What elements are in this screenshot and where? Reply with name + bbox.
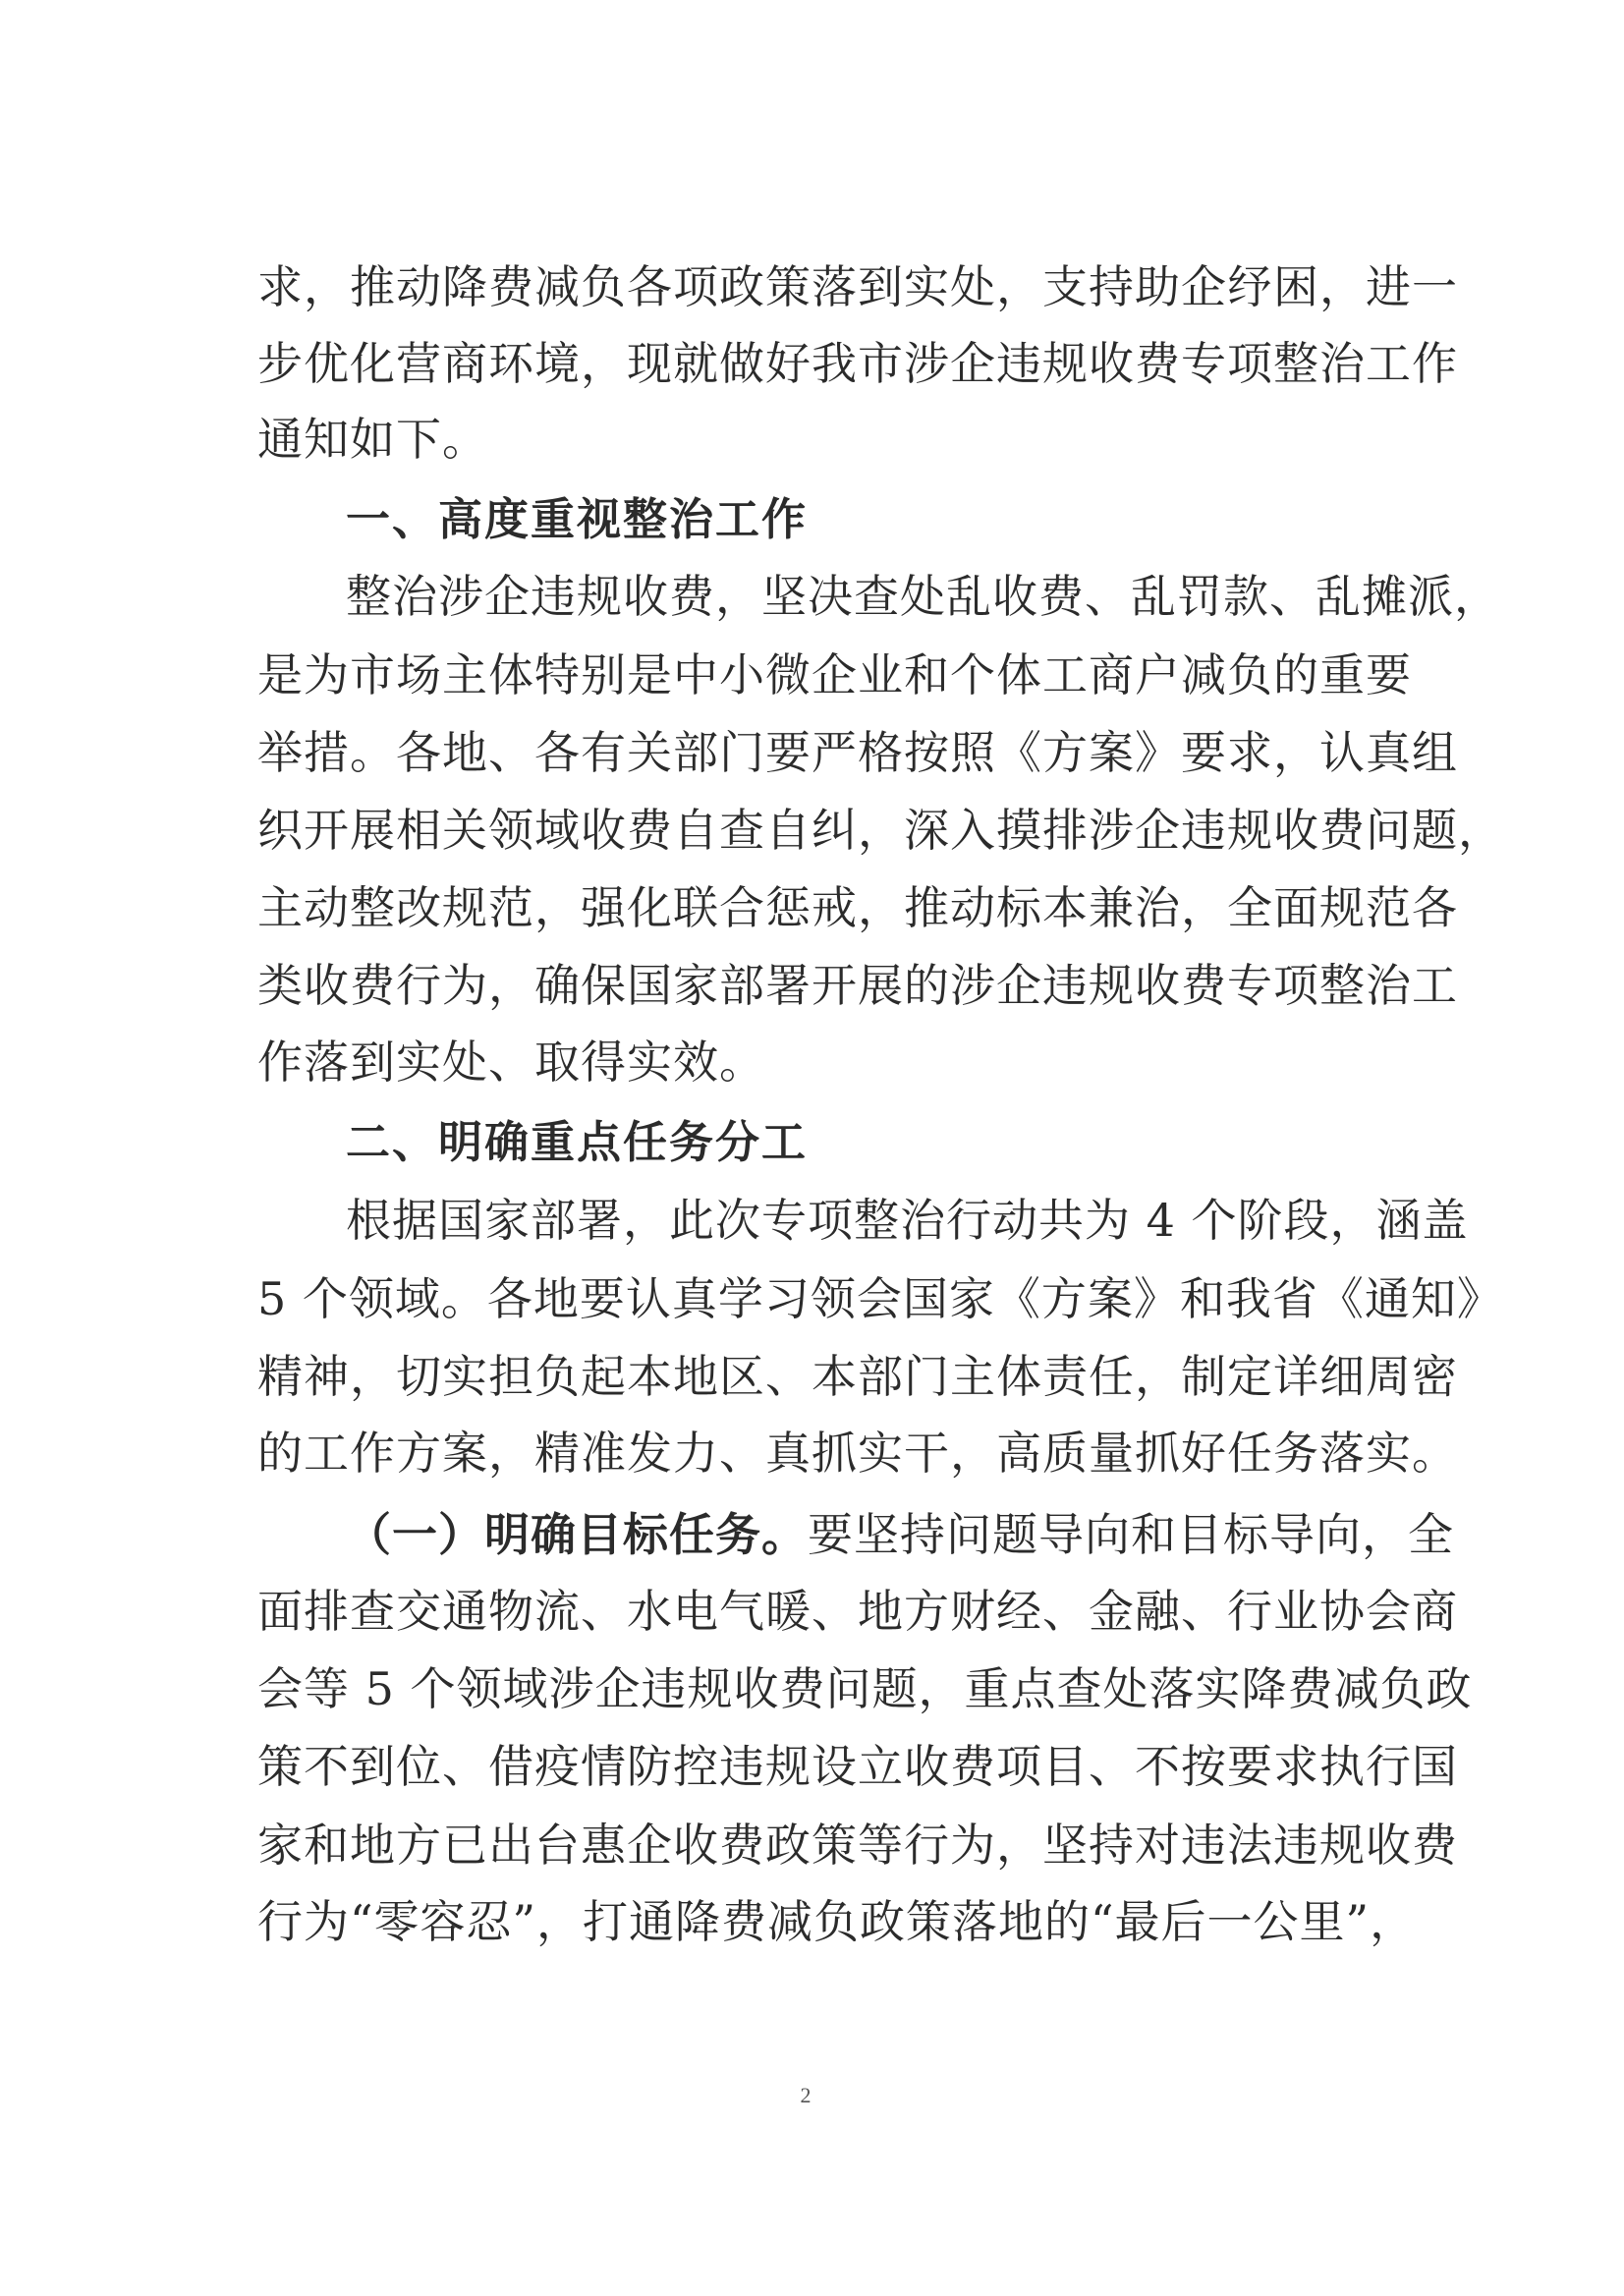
section-heading-2: 二、明确重点任务分工: [346, 1116, 809, 1168]
body-line-5: 整治涉企违规收费，坚决查处乱收费、乱罚款、乱摊派，: [346, 570, 1500, 623]
body-line-16: 的工作方案，精准发力、真抓实干，高质量抓好任务落实。: [257, 1427, 1458, 1480]
subsection-heading: （一）明确目标任务。: [346, 1508, 808, 1561]
subsection-line: [346, 1499, 1454, 1570]
body-line-2: 步优化营商环境，现就做好我市涉企违规收费专项整治工作: [257, 337, 1458, 390]
body-line-7: 举措。各地、各有关部门要严格按照《方案》要求，认真组: [257, 726, 1458, 779]
body-line-13: 根据国家部署，此次专项整治行动共为 4 个阶段，涵盖: [346, 1194, 1469, 1247]
body-line-3: 通知如下。: [257, 413, 488, 466]
page-number: 2: [800, 2083, 812, 2107]
body-line-11: 作落到实处、取得实效。: [257, 1036, 765, 1089]
body-line-6: 是为市场主体特别是中小微企业和个体工商户减负的重要: [257, 648, 1412, 701]
body-line-18: 面排查交通物流、水电气暖、地方财经、金融、行业协会商: [257, 1585, 1458, 1638]
body-line-10: 类收费行为，确保国家部署开展的涉企违规收费专项整治工: [257, 959, 1458, 1012]
section-heading-1: 一、高度重视整治工作: [346, 493, 809, 545]
body-line-1: 求，推动降费减负各项政策落到实处，支持助企纾困，进一: [257, 260, 1458, 313]
body-line-8: 织开展相关领域收费自查自纠，深入摸排涉企违规收费问题，: [257, 804, 1504, 857]
body-line-19: 会等 5 个领域涉企违规收费问题，重点查处落实降费减负政: [257, 1662, 1473, 1715]
body-line-15: 精神，切实担负起本地区、本部门主体责任，制定详细周密: [257, 1350, 1458, 1403]
body-line-9: 主动整改规范，强化联合惩戒，推动标本兼治，全面规范各: [257, 881, 1458, 934]
body-line-14: 5 个领域。各地要认真学习领会国家《方案》和我省《通知》: [257, 1272, 1503, 1325]
body-line-21: 家和地方已出台惠企收费政策等行为，坚持对违法违规收费: [257, 1819, 1458, 1872]
body-line-22: 行为“零容忍”，打通降费减负政策落地的“最后一公里”，: [257, 1895, 1417, 1948]
body-line-20: 策不到位、借疫情防控违规设立收费项目、不按要求执行国: [257, 1740, 1458, 1793]
subsection-text: 要坚持问题导向和目标导向，全: [808, 1508, 1454, 1561]
